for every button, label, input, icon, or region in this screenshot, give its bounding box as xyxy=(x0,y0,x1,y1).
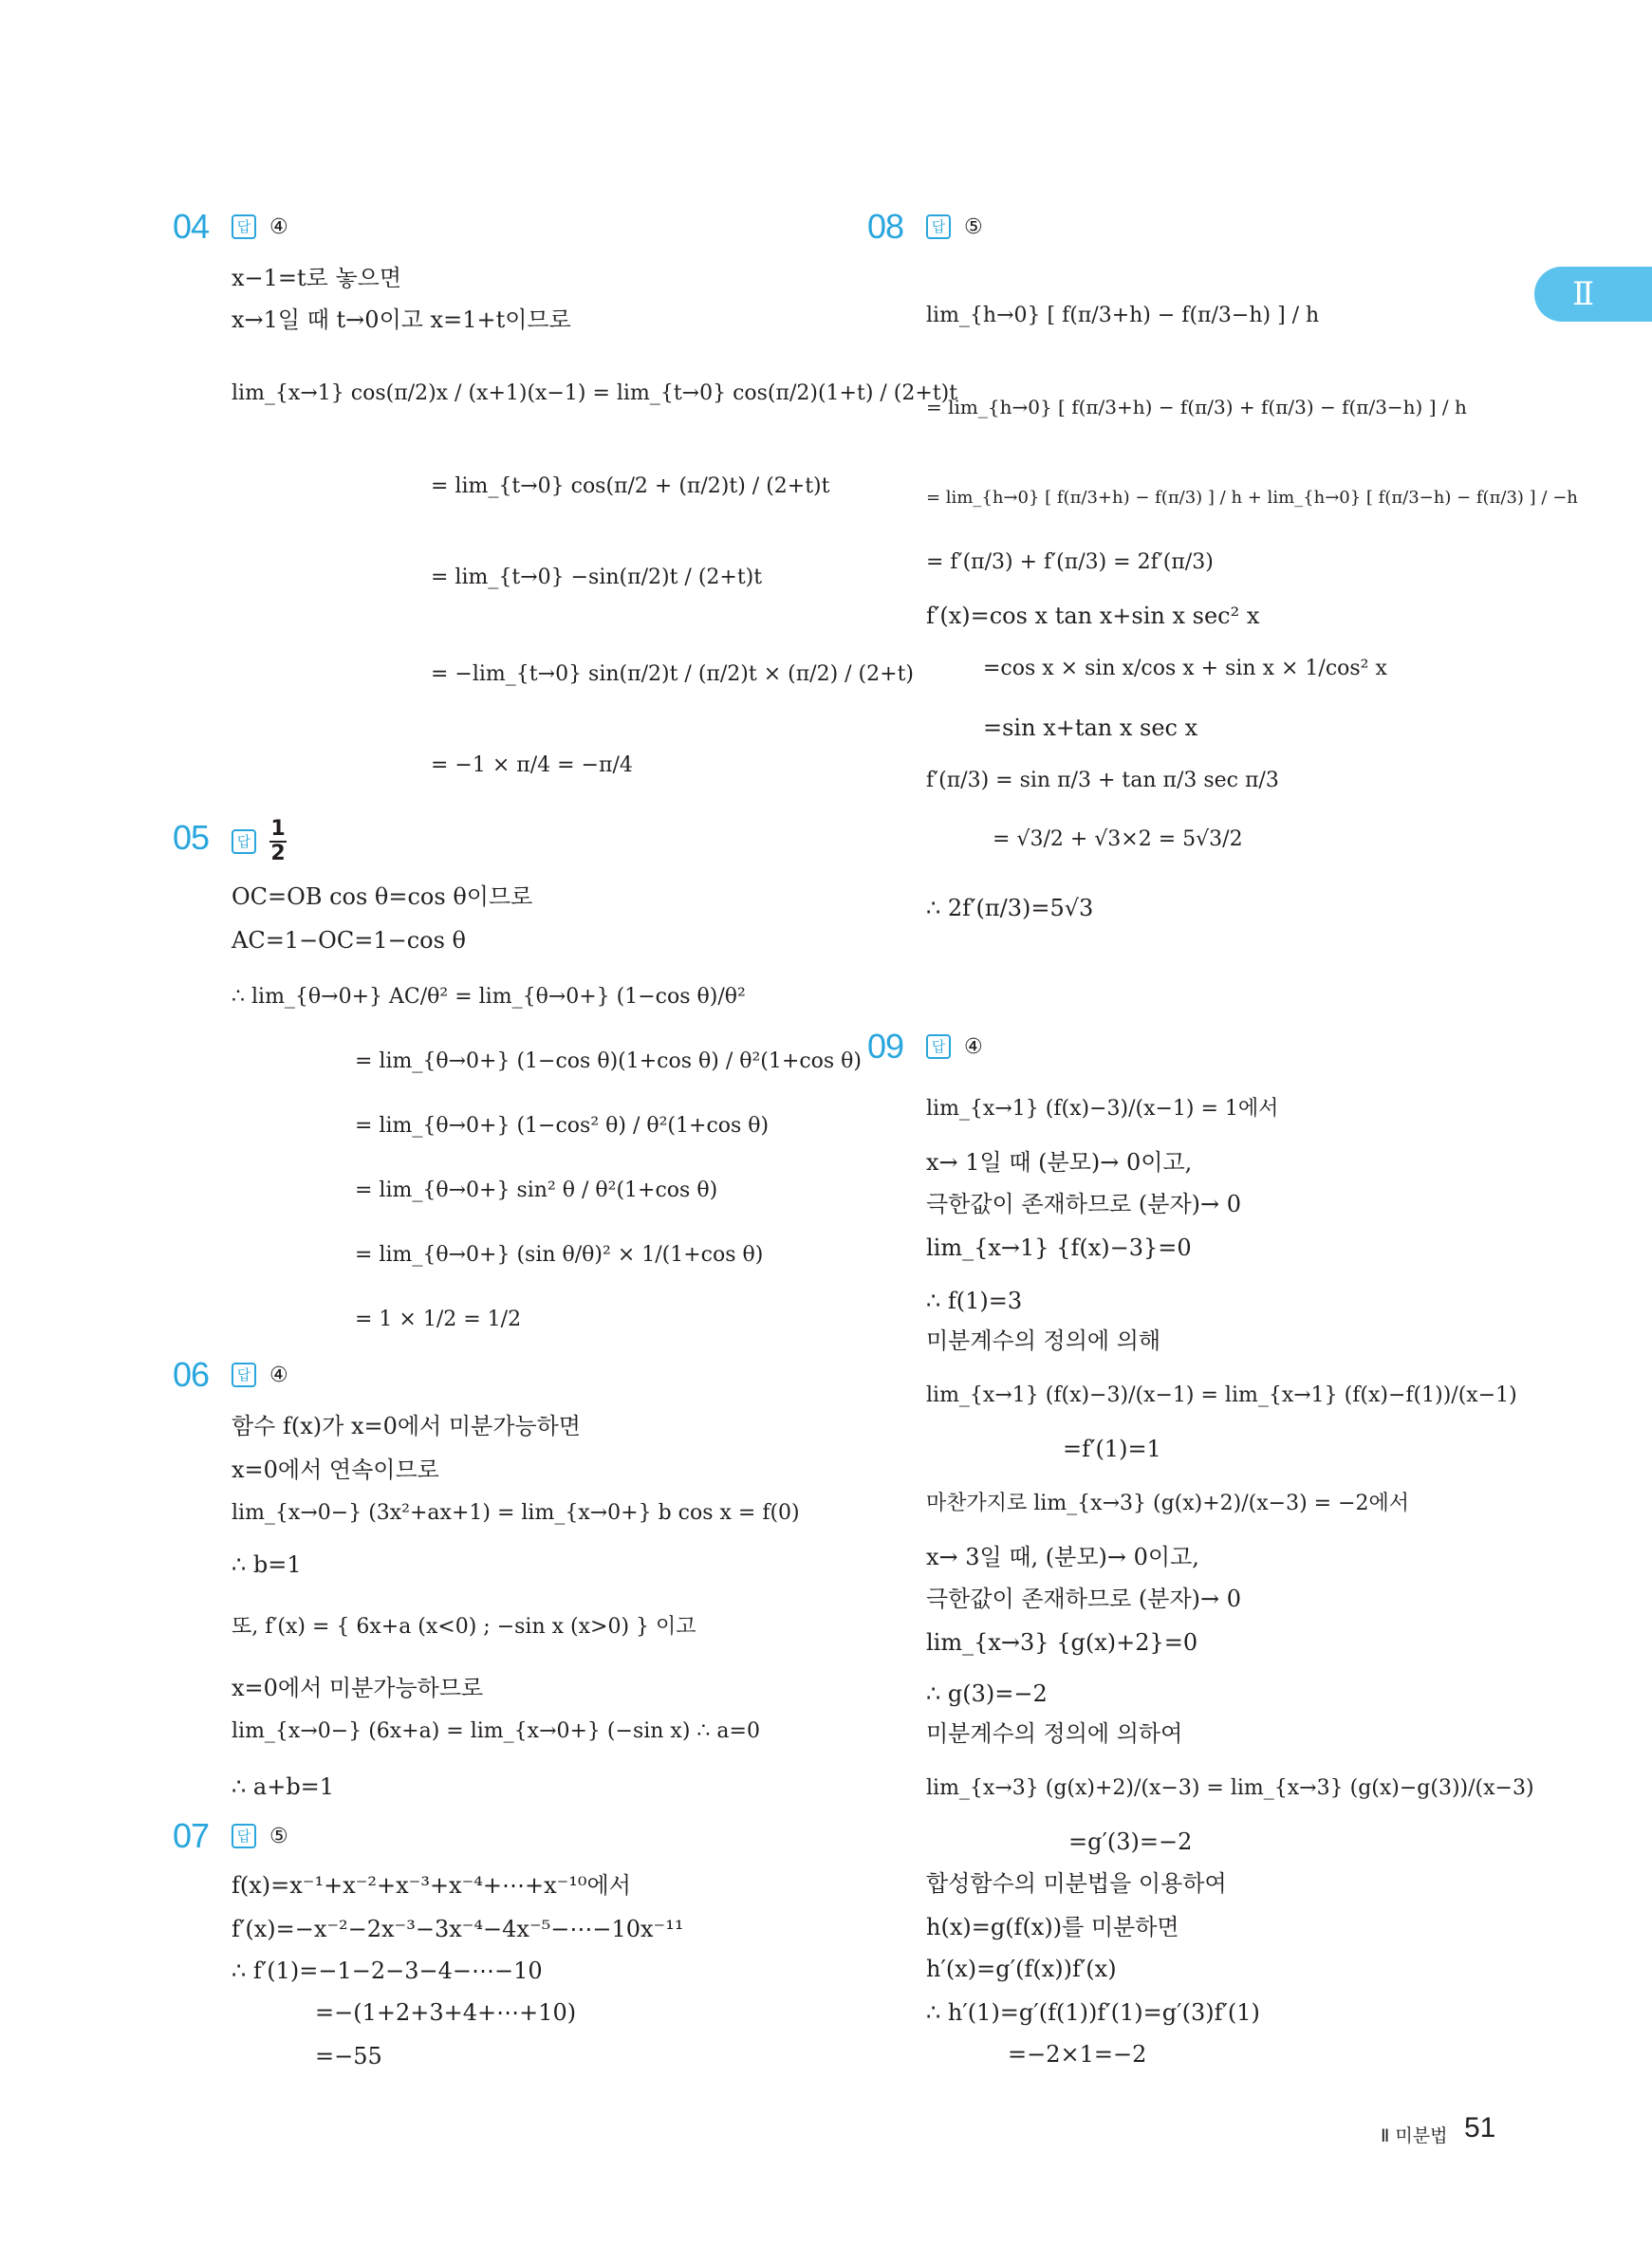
solution-line: =−(1+2+3+4+⋯+10) xyxy=(315,1999,577,2026)
answer xyxy=(926,1034,983,1059)
answer-value: ⑤ xyxy=(964,214,983,239)
solution-line: 미분계수의 정의에 의해 xyxy=(926,1327,1161,1354)
answer xyxy=(232,1824,288,1848)
solution-line: lim_{h→0} [ f(π/3+h) − f(π/3−h) ] / h xyxy=(926,304,1320,327)
answer-label-icon: 답 xyxy=(232,214,256,239)
solution-line: x=0에서 미분가능하므로 xyxy=(232,1675,484,1701)
solution-line: = lim_{θ→0+} (1−cos² θ) / θ²(1+cos θ) xyxy=(355,1114,770,1138)
solution-line: = 1 × 1/2 = 1/2 xyxy=(355,1308,522,1331)
problem-number: 08 xyxy=(867,207,904,246)
answer-value: ⑤ xyxy=(269,1824,288,1848)
solution-line: = lim_{h→0} [ f(π/3+h) − f(π/3) ] / h + lim_{h→0} [ f(π/3−h) − f(π/3) ] / −h xyxy=(926,488,1578,508)
answer xyxy=(926,214,983,239)
answer-label-icon: 답 xyxy=(232,1363,256,1387)
solution-line: lim_{x→0−} (3x²+ax+1) = lim_{x→0+} b cos x = f(0) xyxy=(232,1501,800,1525)
solution-line: lim_{x→1} {f(x)−3}=0 xyxy=(926,1234,1192,1261)
solution-line: =cos x × sin x/cos x + sin x × 1/cos² x xyxy=(983,657,1387,680)
solution-line: ∴ f′(1)=−1−2−3−4−⋯−10 xyxy=(232,1958,543,1984)
solution-line: lim_{x→1} (f(x)−3)/(x−1) = 1에서 xyxy=(926,1097,1279,1121)
answer-value: ④ xyxy=(269,1363,288,1387)
solution-line: x→ 3일 때, (분모)→ 0이고, xyxy=(926,1544,1199,1570)
solution-line: =g′(3)=−2 xyxy=(1068,1828,1193,1855)
solution-line: =f′(1)=1 xyxy=(1063,1436,1161,1462)
solution-line: = lim_{θ→0+} (sin θ/θ)² × 1/(1+cos θ) xyxy=(355,1243,764,1267)
solution-line: f′(x)=cos x tan x+sin x sec² x xyxy=(926,603,1260,629)
solution-line: 함수 f(x)가 x=0에서 미분가능하면 xyxy=(232,1413,581,1439)
solution-line: = lim_{t→0} cos(π/2 + (π/2)t) / (2+t)t xyxy=(431,474,830,498)
solution-line: = lim_{t→0} −sin(π/2)t / (2+t)t xyxy=(431,566,763,589)
answer-label-icon: 답 xyxy=(232,1824,256,1848)
solution-line: 극한값이 존재하므로 (분자)→ 0 xyxy=(926,1586,1242,1612)
solution-line: =sin x+tan x sec x xyxy=(983,714,1198,741)
answer-label-icon: 답 xyxy=(926,1034,951,1059)
answer-label-icon: 답 xyxy=(232,829,256,854)
solution-line: ∴ a+b=1 xyxy=(232,1773,335,1800)
solution-line: x−1=t로 놓으면 xyxy=(232,265,402,291)
solution-line: 마찬가지로 lim_{x→3} (g(x)+2)/(x−3) = −2에서 xyxy=(926,1492,1410,1515)
solution-line: ∴ b=1 xyxy=(232,1551,302,1578)
solution-line: 극한값이 존재하므로 (분자)→ 0 xyxy=(926,1191,1242,1217)
solution-line: lim_{x→1} cos(π/2)x / (x+1)(x−1) = lim_{t→0} cos(π/2)(1+t) / (2+t)t xyxy=(232,381,958,405)
answer-label-icon: 답 xyxy=(926,214,951,239)
solution-line: = √3/2 + √3×2 = 5√3/2 xyxy=(993,827,1243,851)
solution-line: = lim_{h→0} [ f(π/3+h) − f(π/3) + f(π/3) − f(π/3−h) ] / h xyxy=(926,396,1467,418)
solution-line: lim_{x→1} (f(x)−3)/(x−1) = lim_{x→1} (f(x)−f(1))/(x−1) xyxy=(926,1383,1517,1407)
solution-line: f′(x)=−x⁻²−2x⁻³−3x⁻⁴−4x⁻⁵−⋯−10x⁻¹¹ xyxy=(232,1916,684,1942)
solution-line: 합성함수의 미분법을 이용하여 xyxy=(926,1870,1227,1897)
solution-line: h(x)=g(f(x))를 미분하면 xyxy=(926,1914,1179,1940)
solution-line: =−2×1=−2 xyxy=(1008,2041,1147,2068)
problem-number: 07 xyxy=(173,1816,210,1855)
solution-line: ∴ 2f′(π/3)=5√3 xyxy=(926,895,1094,921)
footer-section: Ⅱ 미분법 xyxy=(1381,2125,1448,2146)
solution-line: OC=OB cos θ=cos θ이므로 xyxy=(232,883,533,910)
problem-number: 05 xyxy=(173,818,210,857)
solution-line: = f′(π/3) + f′(π/3) = 2f′(π/3) xyxy=(926,550,1214,574)
answer-numerator: 1 xyxy=(270,817,286,841)
page-number: 51 xyxy=(1464,2112,1496,2143)
solution-line: AC=1−OC=1−cos θ xyxy=(232,927,466,954)
answer-value: ④ xyxy=(964,1034,983,1059)
problem-number: 06 xyxy=(173,1355,210,1394)
answer xyxy=(232,1363,288,1387)
solution-line: ∴ f(1)=3 xyxy=(926,1288,1023,1314)
solution-line: f(x)=x⁻¹+x⁻²+x⁻³+x⁻⁴+⋯+x⁻¹⁰에서 xyxy=(232,1872,631,1899)
answer-denominator: 2 xyxy=(270,842,286,865)
solution-line: h′(x)=g′(f(x))f′(x) xyxy=(926,1956,1117,1982)
solution-line: =−55 xyxy=(315,2043,382,2069)
answer-fraction xyxy=(269,818,287,865)
solution-line: = lim_{θ→0+} (1−cos θ)(1+cos θ) / θ²(1+cos θ) xyxy=(355,1049,862,1073)
solution-line: = lim_{θ→0+} sin² θ / θ²(1+cos θ) xyxy=(355,1178,718,1202)
solution-line: 또, f′(x) = { 6x+a (x<0) ; −sin x (x>0) } 이고 xyxy=(232,1615,696,1639)
solution-line: lim_{x→3} {g(x)+2}=0 xyxy=(926,1629,1198,1656)
solution-line: ∴ lim_{θ→0+} AC/θ² = lim_{θ→0+} (1−cos θ)/θ² xyxy=(232,985,746,1009)
solution-line: = −lim_{t→0} sin(π/2)t / (π/2)t × (π/2) / (2+t) xyxy=(431,662,914,686)
solution-line: ∴ h′(1)=g′(f(1))f′(1)=g′(3)f′(1) xyxy=(926,1999,1260,2026)
answer-value: ④ xyxy=(269,214,288,239)
answer xyxy=(232,818,287,865)
problem-number: 09 xyxy=(867,1027,904,1066)
solution-line: x→1일 때 t→0이고 x=1+t이므로 xyxy=(232,306,571,333)
solution-line: lim_{x→3} (g(x)+2)/(x−3) = lim_{x→3} (g(x)−g(3))/(x−3) xyxy=(926,1776,1534,1800)
solution-line: 미분계수의 정의에 의하여 xyxy=(926,1720,1183,1747)
chapter-tab: Ⅱ xyxy=(1534,267,1652,322)
solution-line: ∴ g(3)=−2 xyxy=(926,1680,1048,1707)
solution-line: x=0에서 연속이므로 xyxy=(232,1457,439,1483)
solution-line: = −1 × π/4 = −π/4 xyxy=(431,753,633,777)
problem-number: 04 xyxy=(173,207,210,246)
solution-line: x→ 1일 때 (분모)→ 0이고, xyxy=(926,1149,1193,1176)
solution-line: lim_{x→0−} (6x+a) = lim_{x→0+} (−sin x) ∴ a=0 xyxy=(232,1719,760,1743)
answer xyxy=(232,214,288,239)
solution-line: f′(π/3) = sin π/3 + tan π/3 sec π/3 xyxy=(926,769,1279,792)
